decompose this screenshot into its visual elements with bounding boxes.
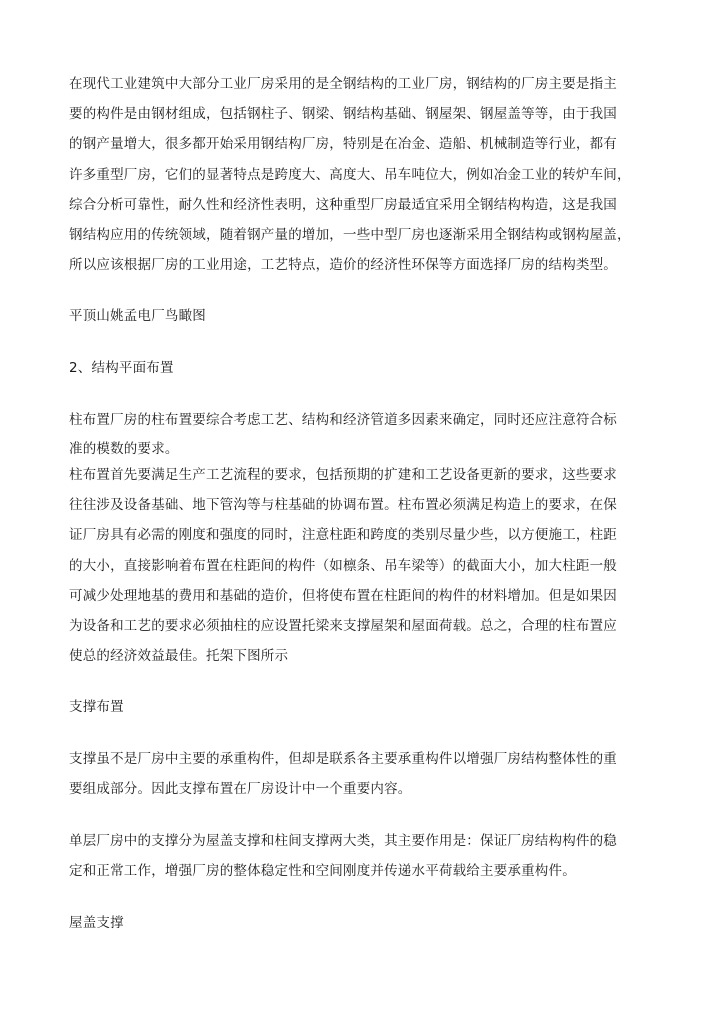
image-caption: 平顶山姚孟电厂鸟瞰图: [69, 308, 206, 324]
text-line: 为设备和工艺的要求必须抽柱的应设置托梁来支撑屋架和屋面荷载。总之，合理的柱布置应: [69, 618, 617, 634]
text-line: 综合分析可靠性，耐久性和经济性表明，这种重型厂房最适宜采用全钢结构构造，这是我国: [69, 197, 617, 213]
text-line: 往往涉及设备基础、地下管沟等与柱基础的协调布置。柱布置必须满足构造上的要求，在保: [69, 497, 617, 513]
text-line: 定和正常工作，增强厂房的整体稳定性和空间刚度并传递水平荷载给主要承重构件。: [69, 863, 576, 879]
section-heading-layout: 2、结构平面布置: [69, 360, 174, 376]
text-line: 的大小，直接影响着布置在柱距间的构件（如檩条、吊车梁等）的截面大小，加大柱距一般: [69, 558, 617, 574]
text-line: 许多重型厂房，它们的显著特点是跨度大、高度大、吊车吨位大，例如冶金工业的转炉车间，: [69, 167, 631, 183]
text-line: 单层厂房中的支撑分为屋盖支撑和柱间支撑两大类，其主要作用是：保证厂房结构构件的稳: [69, 833, 617, 849]
section-heading-bracing: 支撑布置: [69, 699, 124, 715]
text-line: 证厂房具有必需的刚度和强度的同时，注意柱距和跨度的类别尽量少些，以方便施工，柱距: [69, 527, 617, 543]
section-heading-roof-bracing: 屋盖支撑: [69, 915, 124, 931]
text-line: 要的构件是由钢材组成，包括钢柱子、钢梁、钢结构基础、钢屋架、钢屋盖等等，由于我国: [69, 106, 617, 122]
text-line: 准的模数的要求。: [69, 441, 179, 457]
text-line: 使总的经济效益最佳。托架下图所示: [69, 648, 289, 664]
text-line: 柱布置厂房的柱布置要综合考虑工艺、结构和经济管道多因素来确定，同时还应注意符合标: [69, 412, 617, 428]
text-line: 所以应该根据厂房的工业用途，工艺特点，造价的经济性环保等方面选择厂房的结构类型。: [69, 257, 617, 273]
text-line: 的钢产量增大，很多都开始采用钢结构厂房，特别是在冶金、造船、机械制造等行业，都有: [69, 136, 617, 152]
text-line: 可减少处理地基的费用和基础的造价，但将使布置在柱距间的构件的材料增加。但是如果因: [69, 588, 617, 604]
text-line: 要组成部分。因此支撑布置在厂房设计中一个重要内容。: [69, 781, 412, 797]
text-line: 在现代工业建筑中大部分工业厂房采用的是全钢结构的工业厂房，钢结构的厂房主要是指主: [69, 76, 617, 92]
text-line: 钢结构应用的传统领域，随着钢产量的增加，一些中型厂房也逐渐采用全钢结构或钢构屋盖，: [69, 227, 631, 243]
text-line: 柱布置首先要满足生产工艺流程的要求，包括预期的扩建和工艺设备更新的要求，这些要求: [69, 467, 617, 483]
text-line: 支撑虽不是厂房中主要的承重构件，但却是联系各主要承重构件以增强厂房结构整体性的重: [69, 751, 617, 767]
